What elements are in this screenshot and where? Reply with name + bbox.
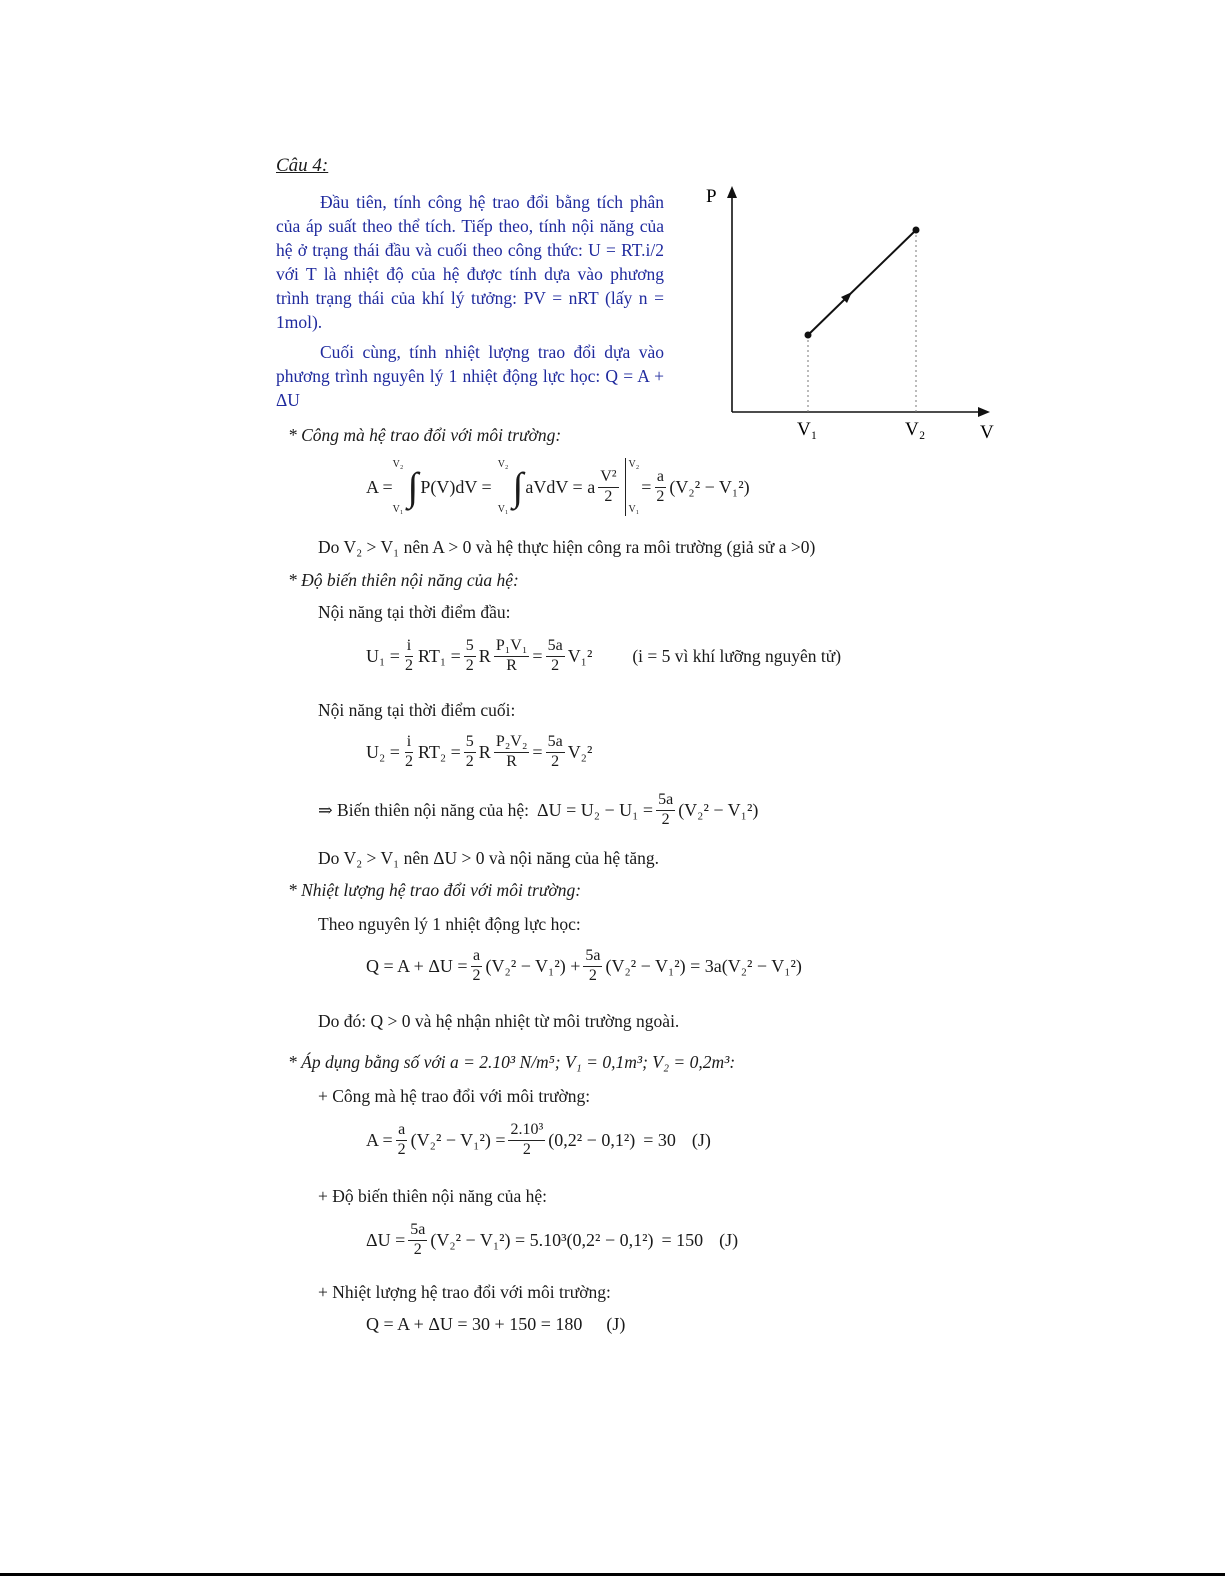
intro-paragraph-2: Cuối cùng, tính nhiệt lượng trao đổi dựa vào phương trình nguyên lý 1 nhiệt động lực học: Q = A + ΔU: [276, 342, 664, 410]
v-axis-label: V: [980, 422, 994, 443]
page-bottom-border: [0, 1573, 1225, 1576]
energy-heading: * Độ biến thiên nội năng của hệ:: [288, 570, 519, 590]
work-note: Do V₂ > V₁ nên A > 0 và hệ thực hiện công ra môi trường (giả sử a >0): [318, 537, 816, 557]
num-work-equation: A = $\frac{a}{2}$ (V₂² − V₁²) = $\frac{\text{2.10³}}{2}$ (0,2² − 0,1²) = 30 (J): [366, 1121, 711, 1158]
num-energy-label: + Độ biến thiên nội năng của hệ:: [318, 1186, 548, 1206]
heat-equation: Q = A + ΔU = $\frac{a}{2}$ (V₂² − V₁²) + $\frac{5a}{2}$ (V₂² − V₁²) = 3a(V₂² − V₁²): [366, 947, 802, 984]
intro-paragraph-1: Đầu tiên, tính công hệ trao đổi bằng tích phân của áp suất theo thể tích. Tiếp theo, tính nội năng của hệ ở trạng thái đầu và cuối theo công thức: U = RT.i/2 với T là nhiệt độ của hệ được tính dựa vào phương trình trạng thái của khí lý tưởng: PV = nRT (lấy n = 1mol).: [276, 192, 664, 332]
u1-note: (i = 5 vì khí lưỡng nguyên tử): [632, 645, 842, 666]
du-note: Do V₂ > V₁ nên ΔU > 0 và nội năng của hệ tăng.: [318, 848, 659, 868]
process-line: [808, 230, 916, 335]
num-heat-value: Q = A + ΔU = 30 + 150 = 180: [366, 1314, 583, 1334]
p-axis-arrow: [727, 186, 737, 198]
num-heat-label: + Nhiệt lượng hệ trao đổi với môi trường:: [318, 1282, 611, 1302]
work-integral-equation: A = V₂ V₁ ∫ P(V)dV = V₂ V₁ ∫ aVdV = a $\frac{\text{V²}}{2}$ V₂ V₁ = $\frac{a}{2}$ (V₂² − V₁²): [366, 459, 750, 515]
num-heat-unit: (J): [606, 1314, 626, 1334]
intro-text: [276, 190, 664, 412]
v2-label: V₂: [905, 419, 926, 440]
v1-label: V₁: [797, 419, 818, 440]
num-energy-equation: ΔU = $\frac{5a}{2}$ (V₂² − V₁²) = 5.10³(0,2² − 0,1²) = 150 (J): [366, 1221, 739, 1258]
p-axis-label: P: [706, 186, 717, 207]
num-energy-value: = 150: [661, 1229, 704, 1250]
num-work-value: = 30: [643, 1129, 676, 1150]
v-axis-arrow: [978, 407, 990, 417]
num-energy-unit: (J): [719, 1229, 739, 1250]
numeric-heading: * Áp dụng bằng số với a = 2.10³ N/m⁵; V₁ = 0,1m³; V₂ = 0,2m³:: [288, 1052, 736, 1072]
num-work-unit: (J): [691, 1129, 711, 1150]
du-equation: ⇒ Biến thiên nội năng của hệ: ΔU = U₂ − U₁ = $\frac{5a}{2}$ (V₂² − V₁²): [318, 791, 759, 828]
state-point-2: [913, 227, 920, 234]
u1-equation: U₁ = $\frac{i}{2}$ RT₁ = $\frac{5}{2}$ R $\frac{\text{P₁V₁}}{R}$ = $\frac{5a}{2}$ V₁² (i = 5 vì khí lưỡng nguyên tử): [366, 637, 842, 674]
heat-note: Do đó: Q > 0 và hệ nhận nhiệt từ môi trường ngoài.: [318, 1011, 680, 1031]
num-heat-equation: [366, 1314, 625, 1335]
state-point-1: [805, 332, 812, 339]
pv-diagram: [690, 180, 1010, 455]
u2-equation: U₂ = $\frac{i}{2}$ RT₂ = $\frac{5}{2}$ R $\frac{\text{P₂V₂}}{R}$ = $\frac{5a}{2}$ V₂²: [366, 733, 593, 770]
u2-label: Nội năng tại thời điểm cuối:: [318, 700, 516, 720]
u1-label: Nội năng tại thời điểm đầu:: [318, 602, 511, 622]
heat-heading: * Nhiệt lượng hệ trao đổi với môi trường:: [288, 880, 582, 900]
heat-intro: Theo nguyên lý 1 nhiệt động lực học:: [318, 914, 581, 934]
work-heading: * Công mà hệ trao đổi với môi trường:: [288, 425, 562, 445]
question-title: Câu 4:: [276, 155, 329, 176]
num-work-label: + Công mà hệ trao đổi với môi trường:: [318, 1086, 591, 1106]
du-prefix: ⇒ Biến thiên nội năng của hệ:: [318, 799, 529, 820]
